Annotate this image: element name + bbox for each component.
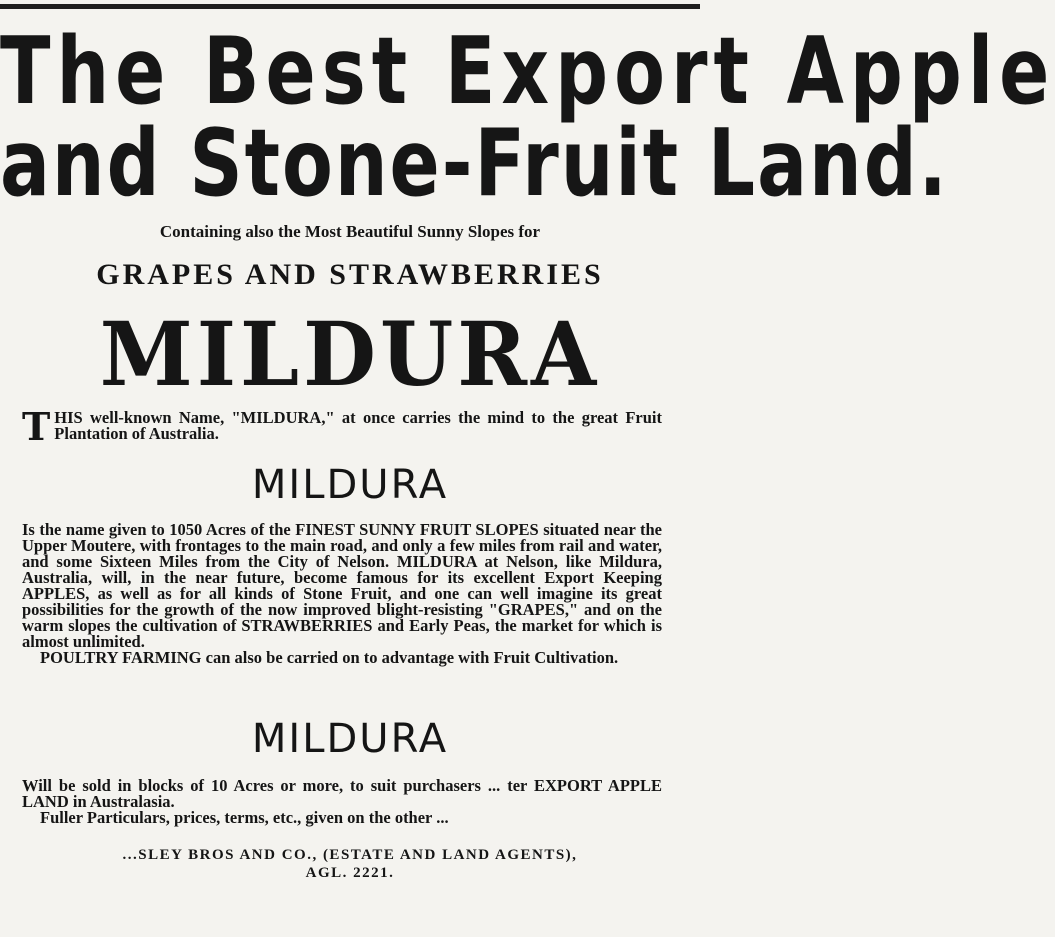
- description-section: [22, 522, 662, 666]
- agents-name: ...SLEY BROS AND CO., (ESTATE AND LAND AGENTS),: [122, 847, 578, 863]
- containing-subheading: Containing also the Most Beautiful Sunny Slopes for: [159, 222, 541, 241]
- description-paragraph: Is the name given to 1050 Acres of the FINEST SUNNY FRUIT SLOPES situated near the Upper Moutere, with frontages to the main road, and only a few miles from rail and water, and some Sixteen Miles from the City of Nelson. MILDURA at Nelson, like Mildura, Australia, will, in the near future, become famous for its excellent Export Keeping APPLES, as well as for all kinds of Stone Fruit, and one can well imagine its great possibilities for the growth of the now improved blight-resisting "GRAPES," and on the warm slopes the cultivation of STRAWBERRIES and Early Peas, the market for which is almost unlimited.: [22, 520, 662, 651]
- agents-footer: [0, 846, 700, 882]
- mildura-heading-3: MILDURA: [251, 716, 449, 762]
- poultry-paragraph: POULTRY FARMING can also be carried on to advantage with Fruit Cultivation.: [40, 648, 619, 667]
- intro-paragraph: [22, 404, 662, 449]
- intro-text: HIS well-known Name, "MILDURA," at once carries the mind to the great Fruit Plantation of Australia.: [54, 408, 662, 443]
- grapes-strawberries-heading: GRAPES AND STRAWBERRIES: [96, 258, 604, 291]
- agents-ref: AGL. 2221.: [305, 865, 395, 881]
- headline-line-2: and Stone-Fruit Land.: [0, 110, 949, 218]
- drop-cap: T: [22, 404, 51, 449]
- mildura-main-title: MILDURA: [99, 302, 601, 406]
- mildura-heading-2: MILDURA: [251, 462, 449, 508]
- sale-paragraph: Will be sold in blocks of 10 Acres or more, to suit purchasers ... ter EXPORT APPLE LAND in Australasia.: [22, 776, 662, 811]
- top-border-rule: [0, 4, 700, 9]
- particulars-paragraph: Fuller Particulars, prices, terms, etc., given on the other ...: [40, 808, 449, 827]
- headline-line-1: The Best Export Apple: [0, 18, 1055, 126]
- sale-section: [22, 778, 662, 826]
